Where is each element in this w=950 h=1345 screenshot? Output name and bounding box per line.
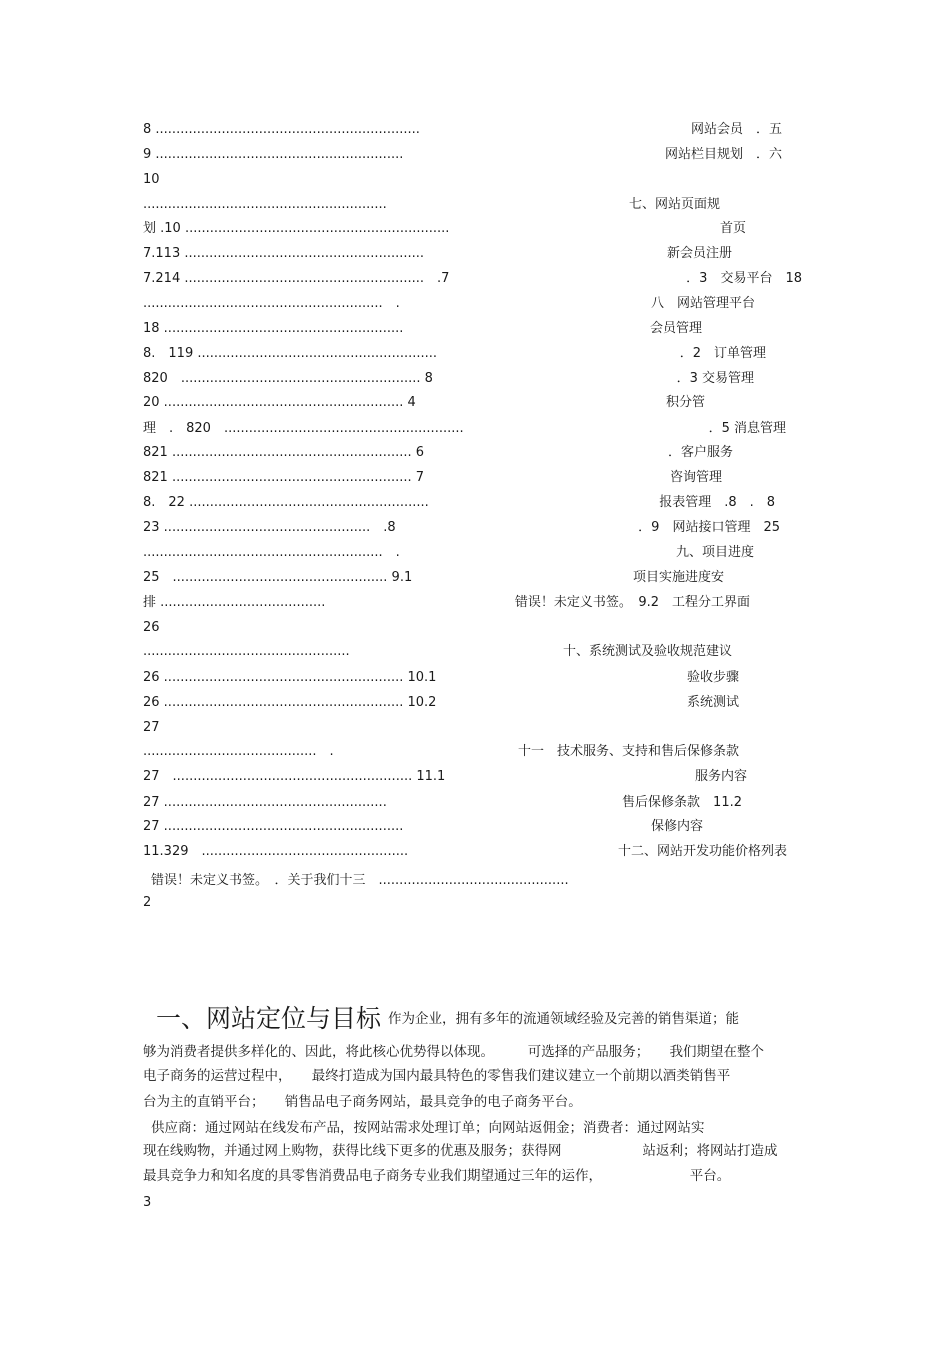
body-line: 够为消费者提供多样化的、因此，将此核心优势得以体现。 可选择的产品服务； 我们期望在整个	[143, 1044, 764, 1060]
toc-line-left: 821 .......................................................... 7	[143, 470, 425, 485]
toc-line-right: 积分管	[665, 395, 705, 410]
toc-line-right: 服务内容	[694, 769, 747, 784]
toc-line-right: ．3 交易平台 18	[686, 271, 802, 286]
body-line: 电子商务的运营过程中， 最终打造成为国内最具特色的零售我们建议建立一个前期以酒类销售平	[143, 1068, 731, 1084]
toc-line-left: 27	[143, 720, 160, 735]
body-line: 台为主的直销平台； 销售品电子商务网站，最具竞争的电子商务平台。	[143, 1094, 582, 1110]
toc-line-right: 十二、网站开发功能价格列表	[617, 844, 787, 859]
toc-line-right: 新会员注册	[666, 246, 732, 261]
toc-line-right: 网站栏目规划 ．六	[664, 147, 782, 162]
toc-line-left: 排 ........................................	[143, 595, 326, 610]
toc-line-right: 系统测试	[686, 695, 739, 710]
toc-line-right: ．3 交易管理	[676, 371, 754, 386]
toc-line-right: 验收步骤	[686, 670, 739, 685]
toc-line-left: 18 ..........................................................	[143, 321, 404, 336]
toc-line-left: 20 .......................................................... 4	[143, 395, 416, 410]
toc-line-left: .......................................................... .	[143, 296, 400, 311]
body-line: 供应商：通过网站在线发布产品，按网站需求处理订单；向网站返佣金；消费者：通过网站实	[151, 1120, 705, 1136]
page-number: 2	[143, 895, 152, 910]
section-heading: 一、网站定位与目标	[156, 1004, 382, 1033]
toc-line-right: 保修内容	[650, 819, 703, 834]
toc-line-left: 27 ......................................................	[143, 795, 387, 810]
body-line: 最具竞争力和知名度的具零售消费品电子商务专业我们期望通过三年的运作， 平台。	[143, 1168, 731, 1184]
toc-line-right: ．2 订单管理	[679, 346, 766, 361]
toc-line-right: 八 网站管理平台	[650, 296, 755, 311]
toc-line-right: ．客户服务	[667, 445, 733, 460]
toc-line-left: 划 .10 ................................................................	[143, 221, 450, 236]
toc-line-left: 27 ..........................................................	[143, 819, 404, 834]
toc-line-left: .......................................... .	[143, 744, 334, 759]
toc-line-left: 26	[143, 620, 160, 635]
toc-line-right: 会员管理	[649, 321, 702, 336]
toc-line-left: 25 .................................................... 9.1	[143, 570, 413, 585]
toc-line-right: 错误！未定义书签。 9.2 工程分工界面	[514, 595, 750, 610]
toc-line-left: 8 ................................................................	[143, 122, 420, 137]
toc-line-right: ．9 网站接口管理 25	[638, 520, 780, 535]
toc-line-left: 821 .......................................................... 6	[143, 445, 425, 460]
toc-line-right: 网站会员 ．五	[690, 122, 782, 137]
toc-line-right: 十、系统测试及验收规范建议	[562, 644, 732, 659]
toc-line-right: 咨询管理	[669, 470, 722, 485]
toc-line-left: 26 .......................................................... 10.1	[143, 670, 437, 685]
page-number: 3	[143, 1195, 152, 1210]
toc-line-left: 23 .................................................. .8	[143, 520, 396, 535]
toc-line-left: 10	[143, 172, 160, 187]
toc-line-left: 26 .......................................................... 10.2	[143, 695, 437, 710]
toc-line-right: 九、项目进度	[675, 545, 754, 560]
toc-line-right: 十一 技术服务、支持和售后保修条款	[517, 744, 739, 759]
body-line: 现在线购物，并通过网上购物，获得比线下更多的优惠及服务；获得网 站返利；将网站打造成	[143, 1143, 778, 1159]
toc-line-left: 8. 119 ..........................................................	[143, 346, 438, 361]
toc-line-left: 9 ............................................................	[143, 147, 404, 162]
body-line: 作为企业，拥有多年的流通领域经验及完善的销售渠道；能	[388, 1011, 739, 1027]
toc-line-left: .......................................................... .	[143, 545, 400, 560]
toc-line-last: 错误！未定义书签。 ．关于我们十三 ..............................................	[151, 873, 569, 888]
toc-line-left: 27 .......................................................... 11.1	[143, 769, 446, 784]
toc-line-right: 项目实施进度安	[632, 570, 724, 585]
toc-line-right: 首页	[719, 221, 746, 236]
toc-line-right: 售后保修条款 11.2	[622, 795, 742, 810]
toc-line-left: 8. 22 ..........................................................	[143, 495, 429, 510]
toc-line-right: 报表管理 .8 . 8	[659, 495, 775, 510]
toc-line-left: 820 .......................................................... 8	[143, 371, 433, 386]
toc-line-left: 理 . 820 ..........................................................	[143, 421, 464, 436]
toc-line-right: ．5 消息管理	[708, 421, 786, 436]
toc-line-left: 7.214 .......................................................... .7	[143, 271, 450, 286]
toc-line-left: ..................................................	[143, 644, 350, 659]
toc-line-left: 11.329 ..................................................	[143, 844, 409, 859]
toc-line-right: 七、网站页面规	[628, 197, 720, 212]
toc-line-left: ...........................................................	[143, 197, 387, 212]
toc-line-left: 7.113 ..........................................................	[143, 246, 425, 261]
